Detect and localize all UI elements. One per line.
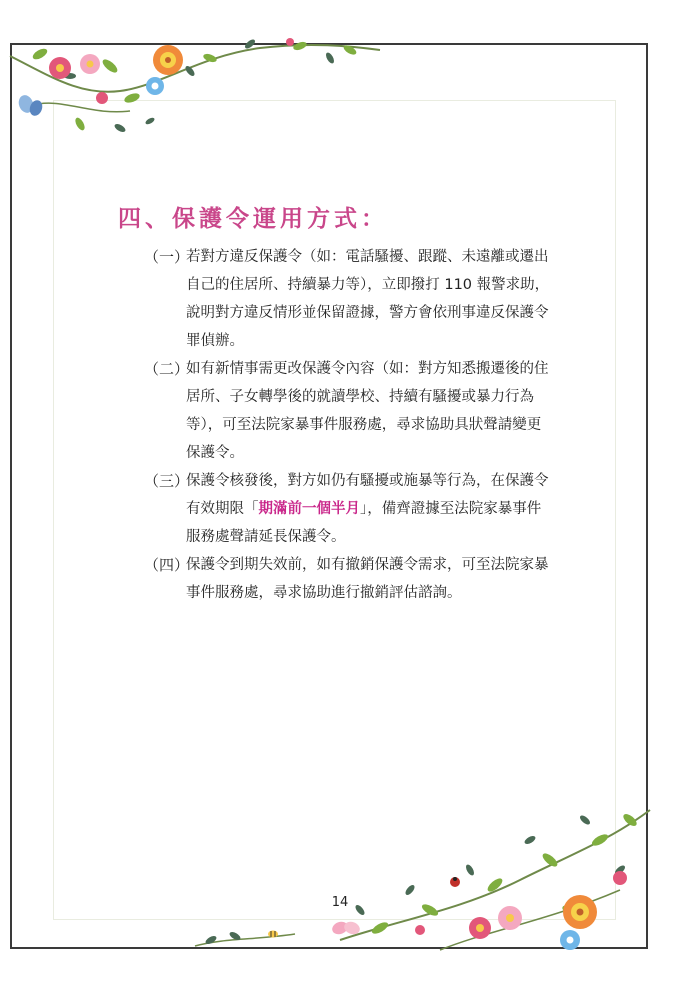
item-text <box>186 355 584 467</box>
item-marker: （二） <box>144 360 190 378</box>
butterfly-icon <box>16 93 44 117</box>
text-segment: 」，備齊證據至法院家暴事件 <box>360 501 542 517</box>
ladybug-icon <box>450 877 460 887</box>
text-line: 自己的住居所、持續暴力等），立即撥打 110 報警求助， <box>186 277 550 293</box>
item-text <box>186 467 584 551</box>
text-line: 說明對方違反情形並保留證據，警方會依刑事違反保護令 <box>186 305 549 321</box>
text-line: 居所、子女轉學後的就讀學校、持續有騷擾或暴力行為 <box>186 389 534 405</box>
text-segment: 有效期限「 <box>186 501 259 517</box>
page-number: 14 <box>331 895 349 910</box>
item-list <box>144 243 584 607</box>
list-item <box>144 355 584 467</box>
text-line <box>186 495 584 523</box>
item-marker: （一） <box>144 248 190 266</box>
text-line: 服務處聲請延長保護令。 <box>186 529 346 545</box>
floral-decoration-bottom-right <box>320 800 660 952</box>
item-text <box>186 243 584 355</box>
highlighted-deadline: 期滿前一個半月 <box>258 501 360 517</box>
list-item <box>144 467 584 551</box>
section-heading: 四、保護令運用方式： <box>118 206 388 232</box>
text-line: 保護令。 <box>186 445 244 461</box>
floral-decoration-top-left <box>10 36 390 146</box>
list-item <box>144 243 584 355</box>
list-item <box>144 551 584 607</box>
text-line: 保護令核發後，對方如仍有騷擾或施暴等行為，在保護令 <box>186 473 549 489</box>
floral-decoration-bottom-left <box>195 920 325 950</box>
item-marker: （四） <box>144 556 190 574</box>
bee-icon <box>268 931 278 938</box>
text-line: 等），可至法院家暴事件服務處，尋求協助具狀聲請變更 <box>186 417 542 433</box>
item-marker: （三） <box>144 472 190 490</box>
text-line: 事件服務處，尋求協助進行撤銷評估諮詢。 <box>186 585 462 601</box>
text-line: 罪偵辦。 <box>186 333 244 349</box>
item-text <box>186 551 584 607</box>
text-line: 若對方違反保護令（如：電話騷擾、跟蹤、未遠離或遷出 <box>186 249 549 265</box>
text-line: 如有新情事需更改保護令內容（如：對方知悉搬遷後的住 <box>186 361 549 377</box>
text-line: 保護令到期失效前，如有撤銷保護令需求，可至法院家暴 <box>186 557 549 573</box>
